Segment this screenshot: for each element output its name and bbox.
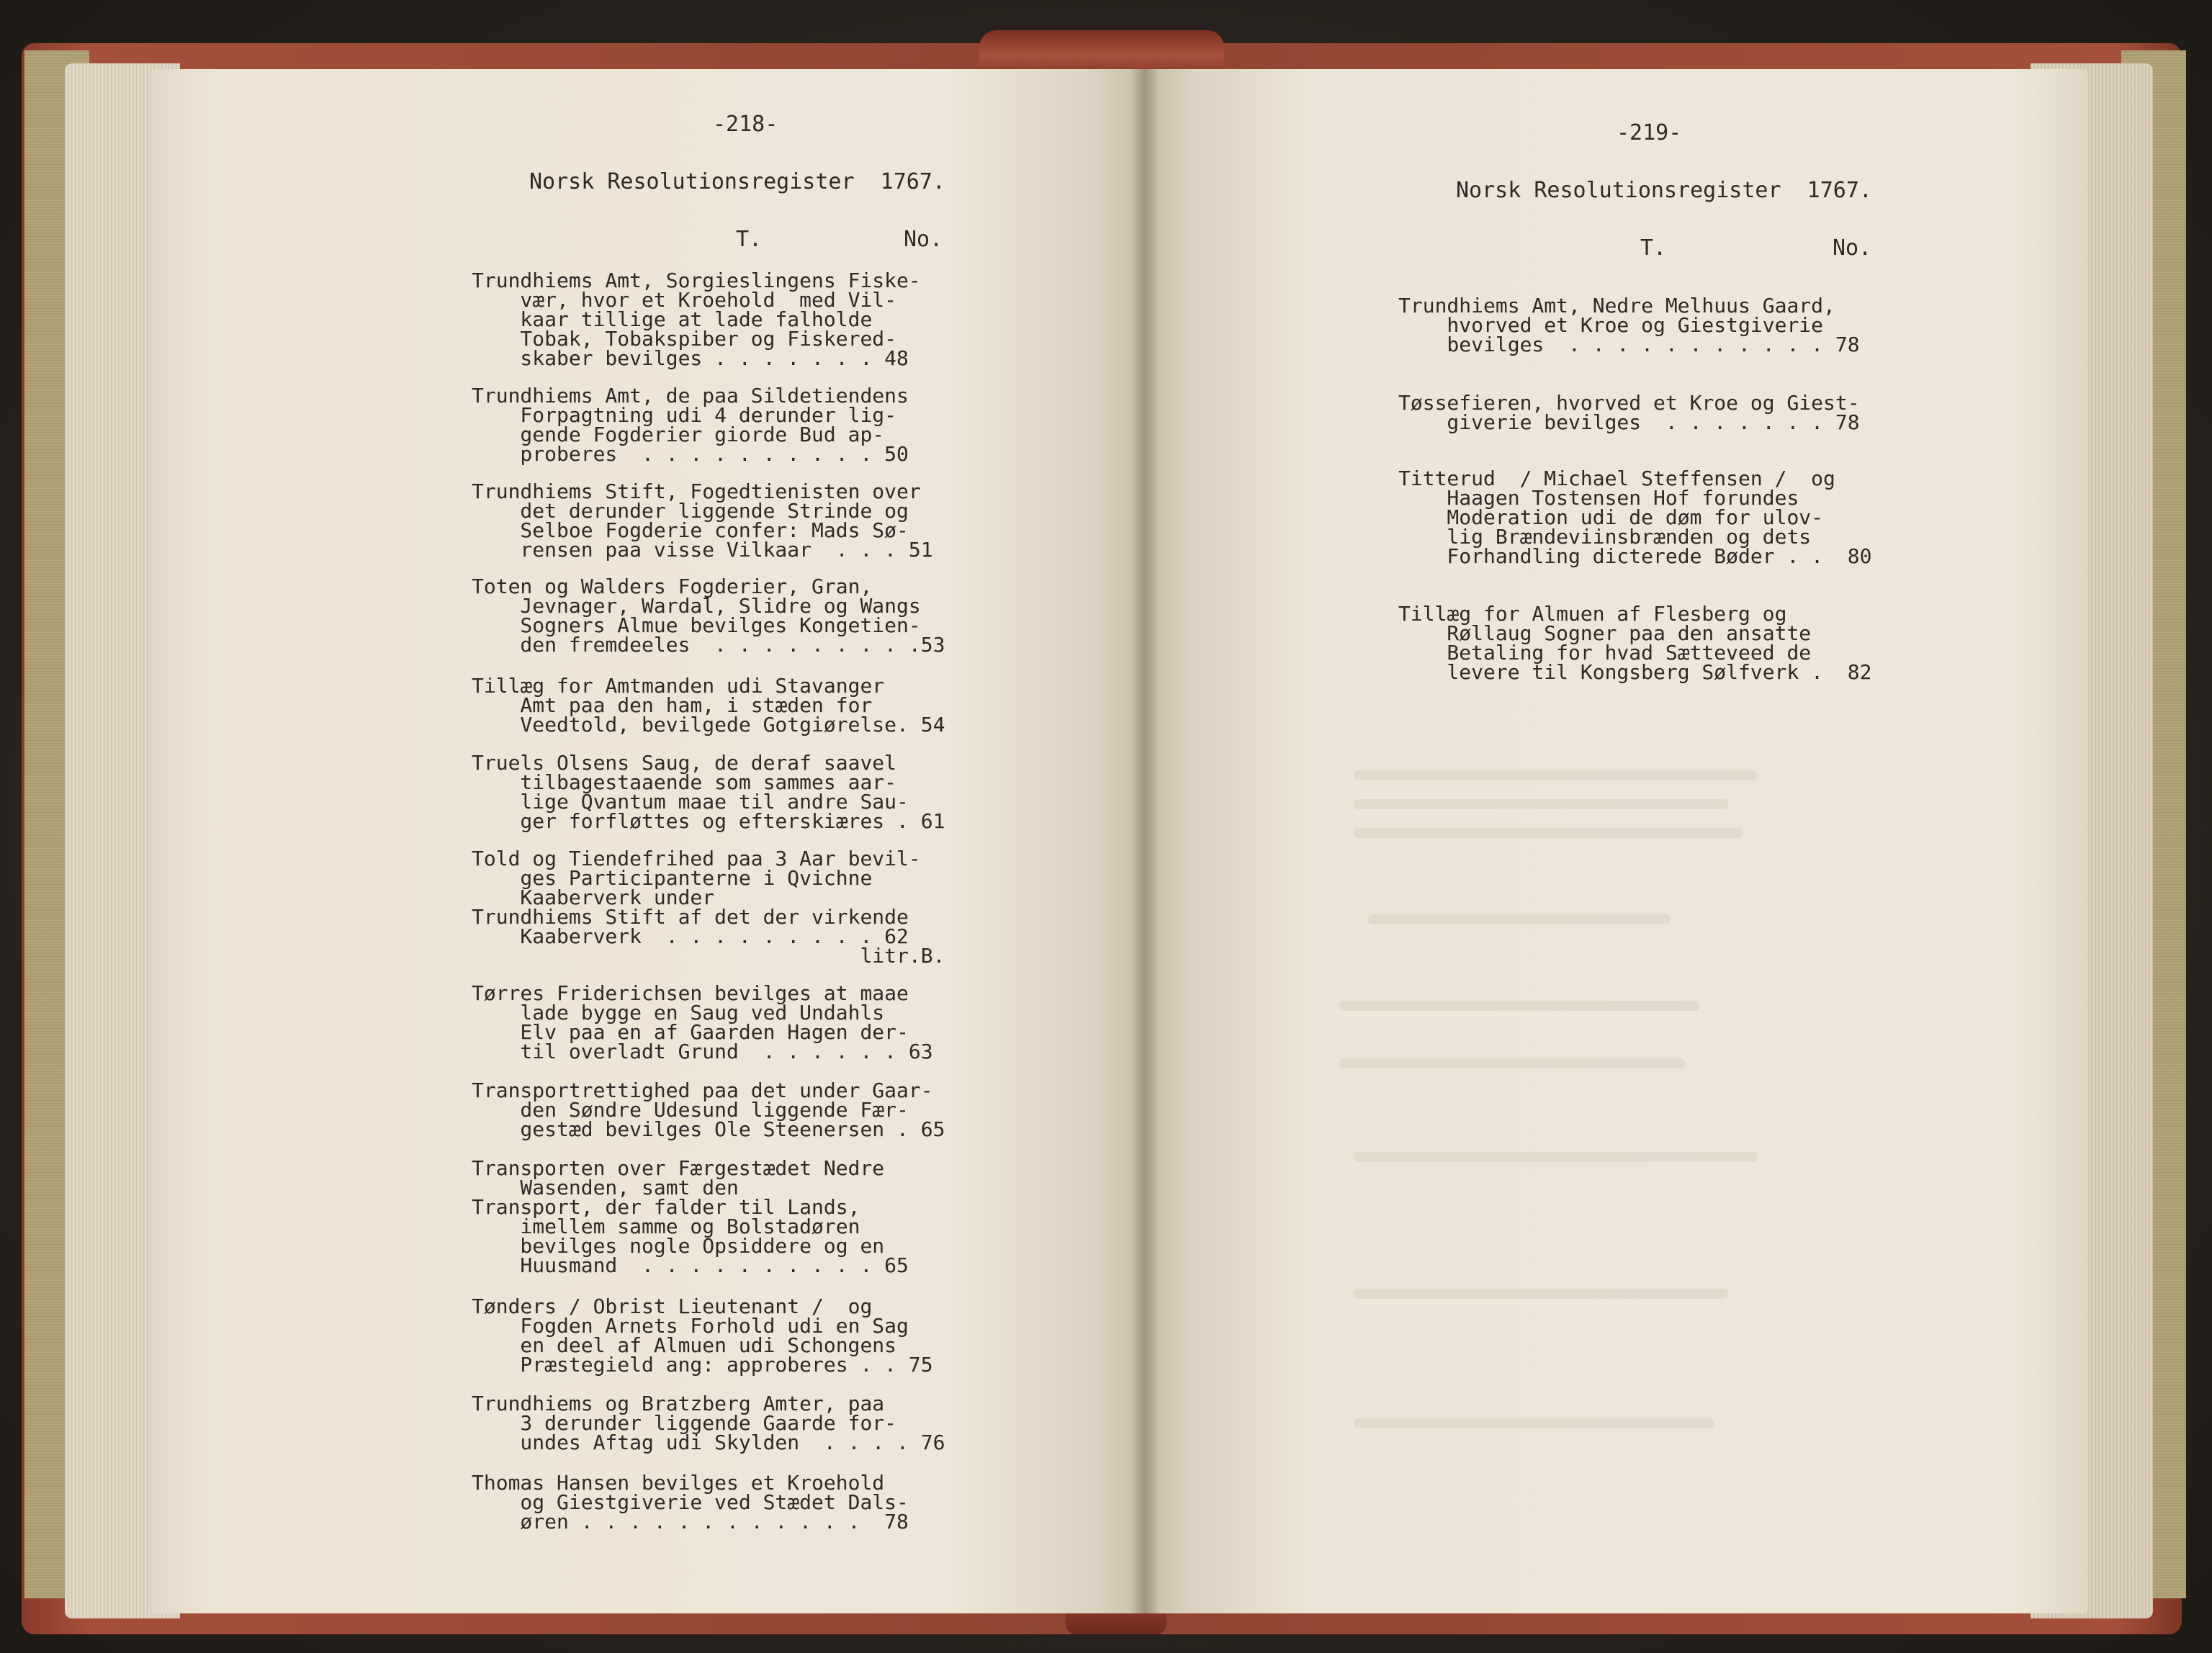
entry-line: Røllaug Sogner paa den ansatte [1398, 621, 1812, 645]
bleed-through [1354, 1289, 1728, 1299]
bleed-through [1339, 1058, 1685, 1068]
entry-line: Fogden Arnets Forhold udi en Sag [472, 1314, 909, 1338]
entry-line: skaber bevilges . . . . . . . 48 [472, 346, 909, 370]
entry-line: bevilges nogle Opsiddere og en [472, 1234, 885, 1258]
entry-line: lige Qvantum maae til andre Sau- [472, 790, 909, 814]
left-page-title: Norsk Resolutionsregister 1767. [529, 169, 945, 194]
left-col-t: T. [736, 227, 763, 252]
entry-line: Trundhiems Stift, Fogedtienisten over [472, 479, 921, 503]
entry-line: Tørres Friderichsen bevilges at maae [472, 981, 909, 1005]
bleed-through [1354, 1152, 1757, 1162]
entry-line: gestæd bevilges Ole Steenersen . 65 [472, 1117, 945, 1141]
entry-line: Veedtold, bevilgede Gotgiørelse. 54 [472, 713, 945, 737]
entry-line: Titterud / Michael Steffensen / og [1398, 467, 1835, 490]
entry-line: lade bygge en Saug ved Undahls [472, 1001, 885, 1024]
entry-line: Sogners Almue bevilges Kongetien- [472, 613, 921, 637]
left-page-number: -218- [713, 112, 778, 137]
entry-line: giverie bevilges . . . . . . . 78 [1398, 410, 1860, 434]
entry-line: Huusmand . . . . . . . . . . 65 [472, 1253, 909, 1277]
entry-line: Toten og Walders Fogderier, Gran, [472, 575, 873, 598]
entry-line: levere til Kongsberg Sølfverk . 82 [1398, 660, 1872, 684]
bleed-through [1354, 828, 1743, 838]
entry-line: og Giestgiverie ved Stædet Dals- [472, 1490, 909, 1514]
entry-line: Trundhiems Stift af det der virkende [472, 905, 909, 929]
entry-line: Kaaberverk . . . . . . . . . 62 [472, 924, 909, 948]
entry-line: gende Fogderier giorde Bud ap- [472, 423, 885, 446]
book-gutter [1130, 69, 1159, 1613]
entry-line: det derunder liggende Strinde og [472, 499, 909, 523]
spine-top [979, 30, 1224, 73]
entry-line: Kaaberverk under [472, 886, 715, 909]
entry-line: Wasenden, samt den [472, 1176, 739, 1199]
entry-line: Transport, der falder til Lands, [472, 1195, 860, 1219]
entry-line: Thomas Hansen bevilges et Kroehold [472, 1471, 885, 1495]
bleed-through [1339, 1001, 1699, 1011]
entry-line: Haagen Tostensen Hof forundes [1398, 486, 1799, 510]
bleed-through [1354, 1418, 1714, 1428]
entry-line: Trundhiems Amt, Nedre Melhuus Gaard, [1398, 294, 1835, 317]
entry-line: Betaling for hvad Sætteveed de [1398, 641, 1812, 665]
entry-line: Tillæg for Amtmanden udi Stavanger [472, 674, 885, 698]
bleed-through [1354, 799, 1728, 809]
entry-line: bevilges . . . . . . . . . . . 78 [1398, 333, 1860, 356]
entry-line: den fremdeeles . . . . . . . . .53 [472, 633, 945, 657]
entry-line: Moderation udi de døm for ulov- [1398, 505, 1824, 529]
entry-line: Trundhiems Amt, Sorgieslingens Fiske- [472, 269, 921, 292]
entry-line: Selboe Fogderie confer: Mads Sø- [472, 518, 909, 542]
entry-line: Forhandling dicterede Bøder . . 80 [1398, 544, 1872, 568]
entry-line: Transportrettighed paa det under Gaar- [472, 1078, 933, 1102]
entry-line: 3 derunder liggende Gaarde for- [472, 1411, 897, 1435]
entry-line: vær, hvor et Kroehold med Vil- [472, 288, 897, 312]
entry-line: Jevnager, Wardal, Slidre og Wangs [472, 594, 921, 618]
right-page-title: Norsk Resolutionsregister 1767. [1456, 178, 1872, 203]
entry-line: Forpagtning udi 4 derunder lig- [472, 403, 897, 427]
entry-line: litr.B. [472, 944, 945, 968]
entry-line: til overladt Grund . . . . . . 63 [472, 1040, 933, 1063]
entry-line: Præstegield ang: approberes . . 75 [472, 1353, 933, 1377]
entry-line: Elv paa en af Gaarden Hagen der- [472, 1020, 909, 1044]
bleed-through [1368, 914, 1671, 924]
left-col-no: No. [904, 227, 943, 252]
entry-line: den Søndre Udesund liggende Fær- [472, 1098, 909, 1122]
entry-line: Told og Tiendefrihed paa 3 Aar bevil- [472, 847, 921, 870]
entry-line: en deel af Almuen udi Schongens [472, 1333, 897, 1357]
right-col-no: No. [1833, 235, 1872, 261]
right-page-number: -219- [1617, 120, 1682, 145]
entry-line: ges Participanterne i Qvichne [472, 866, 873, 890]
entry-line: lig Brændeviinsbrænden og dets [1398, 525, 1812, 549]
entry-line: Transporten over Færgestædet Nedre [472, 1156, 885, 1180]
entry-line: Trundhiems Amt, de paa Sildetiendens [472, 384, 909, 407]
entry-line: Truels Olsens Saug, de deraf saavel [472, 751, 897, 775]
entry-line: tilbagestaaende som sammes aar- [472, 770, 897, 794]
right-col-t: T. [1640, 235, 1667, 261]
entry-line: øren . . . . . . . . . . . . 78 [472, 1510, 909, 1533]
entry-line: hvorved et Kroe og Giestgiverie [1398, 313, 1824, 337]
entry-line: Tøssefieren, hvorved et Kroe og Giest- [1398, 391, 1860, 415]
entry-line: Tillæg for Almuen af Flesberg og [1398, 602, 1787, 626]
entry-line: Trundhiems og Bratzberg Amter, paa [472, 1392, 885, 1415]
bleed-through [1354, 770, 1757, 780]
entry-line: Amt paa den ham, i stæden for [472, 693, 873, 717]
entry-line: Tobak, Tobakspiber og Fiskered- [472, 327, 897, 351]
entry-line: Tønders / Obrist Lieutenant / og [472, 1294, 873, 1318]
entry-line: proberes . . . . . . . . . . 50 [472, 442, 909, 466]
entry-line: kaar tillige at lade falholde [472, 307, 873, 331]
entry-line: rensen paa visse Vilkaar . . . 51 [472, 538, 933, 562]
entry-line: undes Aftag udi Skylden . . . . 76 [472, 1431, 945, 1454]
entry-line: imellem samme og Bolstadøren [472, 1215, 860, 1238]
entry-line: ger forfløttes og efterskiæres . 61 [472, 809, 945, 833]
